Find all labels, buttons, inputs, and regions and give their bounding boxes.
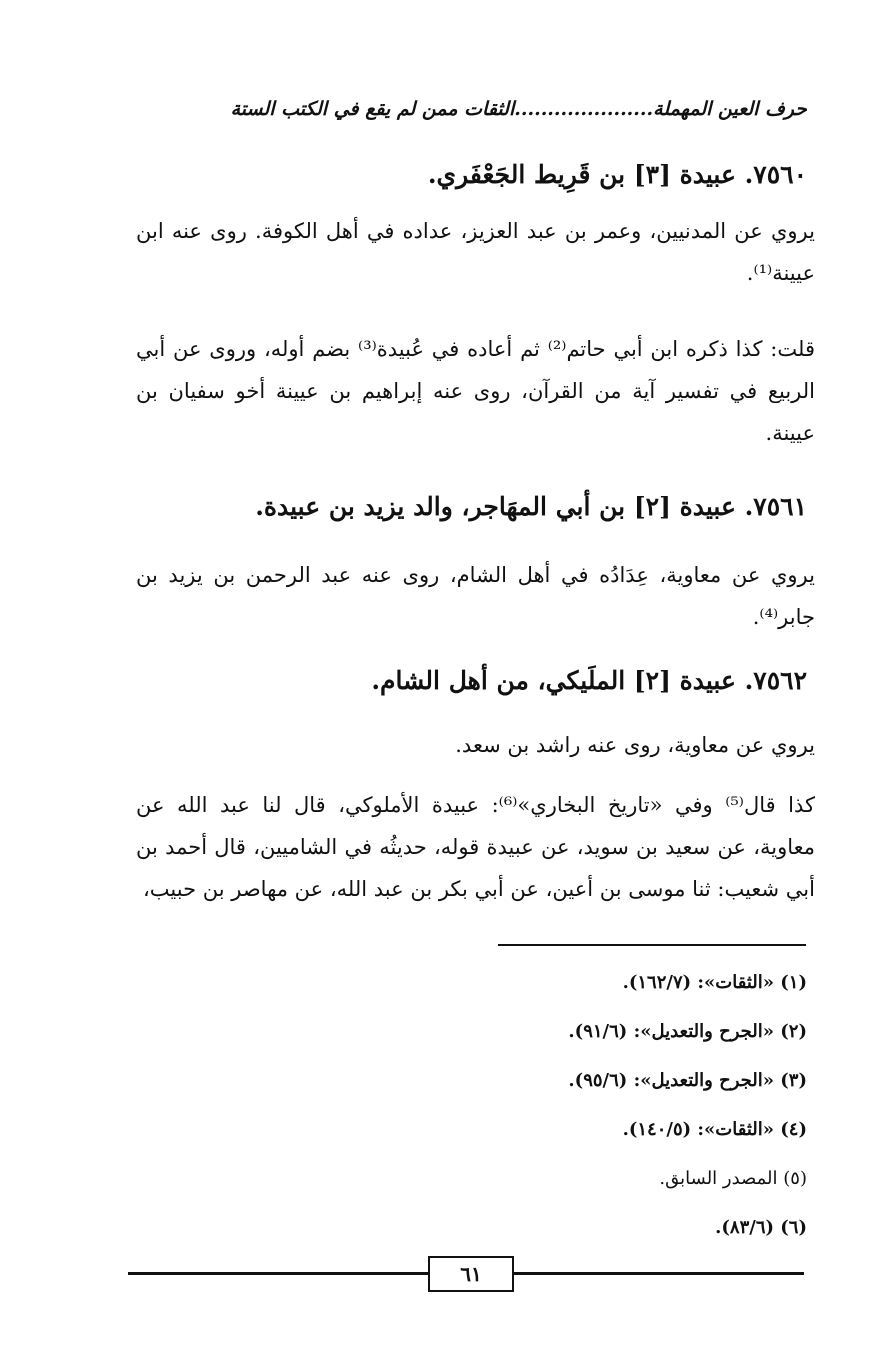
footnote-6: (٦) (٨٣/٦). [715,1217,807,1238]
entry-heading-7562: ٧٥٦٢. عبيدة [٢] الملَيكي، من أهل الشام. [371,666,807,695]
footnote-separator [498,944,806,946]
entry-7561-paragraph-1: يروي عن معاوية، عِدَادُه في أهل الشام، روى عنه عبد الرحمن بن يزيد بن جابر⁽⁴⁾. [136,563,815,629]
entry-heading-7560: ٧٥٦٠. عبيدة [٣] بن قَرِيط الجَعْفَري. [427,160,807,189]
running-header: حرف العين المهملة.....................الثقات ممن لم يقع في الكتب الستة [230,98,807,120]
entry-heading-7561: ٧٥٦١. عبيدة [٢] بن أبي المهَاجر، والد يزيد بن عبيدة. [255,492,807,521]
entry-7560-paragraph-1: يروي عن المدنيين، وعمر بن عبد العزيز، عداده في أهل الكوفة. روى عنه ابن عيينة⁽¹⁾. [136,219,815,285]
entry-7560-paragraph-2: قلت: كذا ذكره ابن أبي حاتم⁽²⁾ ثم أعاده في عُبيدة⁽³⁾ بضم أوله، وروى عن أبي الربيع في تفسير آية من القرآن، روى عنه إبراهيم بن عيينة أخو سفيان بن عيينة. [136,337,815,445]
entry-7562-paragraph-1: يروي عن معاوية، روى عنه راشد بن سعد. [455,733,815,757]
footnote-1: (١) «الثقات»: (١٦٢/٧). [622,972,807,993]
footnote-3: (٣) «الجرح والتعديل»: (٩٥/٦). [568,1070,807,1091]
footnote-5: (٥) المصدر السابق. [659,1168,807,1189]
footer-rule-left [128,1272,430,1275]
footnotes [300,958,807,1252]
footnote-2: (٢) «الجرح والتعديل»: (٩١/٦). [568,1021,807,1042]
footer-rule-right [508,1272,804,1275]
footnote-4: (٤) «الثقات»: (١٤٠/٥). [622,1119,807,1140]
page-number: ٦١ [428,1256,514,1292]
entry-7562-paragraph-2: كذا قال⁽⁵⁾ وفي «تاريخ البخاري»⁽⁶⁾: عبيدة الأملوكي، قال لنا عبد الله عن معاوية، عن سعيد بن سويد، عن عبيدة قوله، حديثُه في الشاميين، قال أحمد بن أبي شعيب: ثنا موسى بن أعين، عن أبي بكر بن عبد الله، عن مهاصر بن حبيب، [136,793,815,901]
